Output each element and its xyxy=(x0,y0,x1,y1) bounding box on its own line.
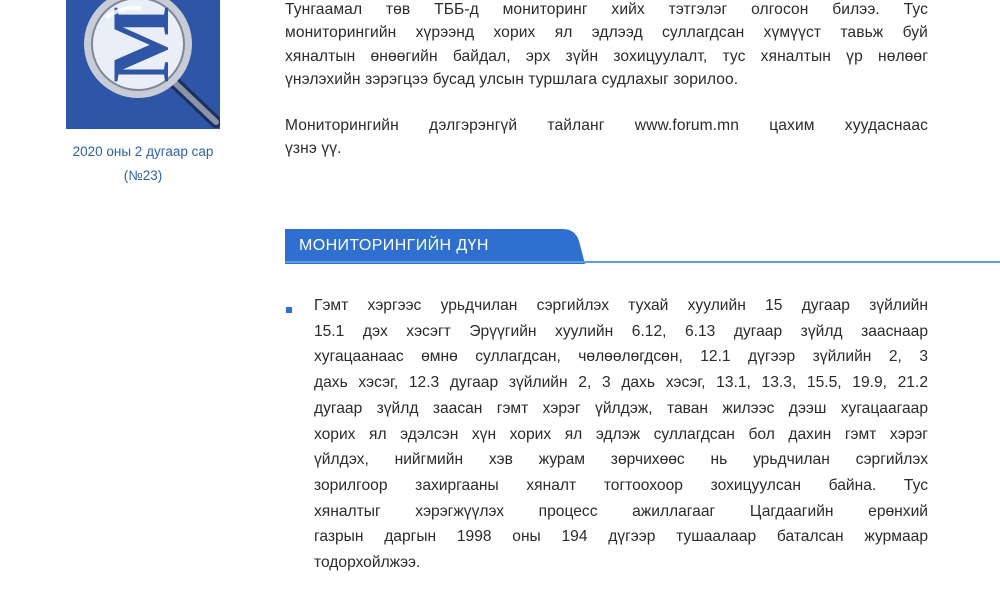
text-line: мониторингийн хүрээнд хорих ял эдлээд суллагдсан хүмүүст тавьж буй xyxy=(285,24,928,42)
text-line: үзнэ үү. xyxy=(285,140,342,158)
text-line: хяналтыг хэрэгжүүлэх процесс ажиллагааг Цагдаагийн ерөнхий xyxy=(314,502,928,520)
text-line: зорилгоор захиргааны хяналт тогтоохоор зохицуулсан байна. Тус xyxy=(314,476,928,494)
text-line: хорих ял эдэлсэн хүн хорих ял эдлэж суллагдсан бол дахин гэмт хэрэг xyxy=(314,425,928,443)
text-line: үнэлэхийн зэрэгцээ бусад улсын туршлага судлахыг зорилоо. xyxy=(285,71,739,89)
issue-number: (№23) xyxy=(123,168,163,183)
text-line: хугацаанаас өмнө суллагдсан, чөлөөлөгдсөн, 12.1 дүгээр зүйлийн 2, 3 xyxy=(314,348,928,366)
section-title: МОНИТОРИНГИЙН ДҮН xyxy=(299,237,489,254)
magnifier-icon xyxy=(66,0,220,129)
text-line: Мониторингийн дэлгэрэнгүй тайланг www.forum.mn цахим хуудаснаас xyxy=(285,117,928,134)
text-line: хяналтын өнөөгийн байдал, эрх зүйн зохицуулалт, тус хяналтын үр нөлөөг xyxy=(285,47,928,65)
svg-text:M: M xyxy=(95,5,186,83)
text-line: дугаар зүйлд заасан гэмт хэрэг үйлдэж, таван жилээс дээш хугацаагаар xyxy=(314,399,928,417)
text-line: дахь хэсэг, 12.3 дугаар зүйлийн 2, 3 дахь хэсэг, 13.1, 13.3, 15.5, 19.9, 21.2 xyxy=(314,374,928,392)
intro-paragraph xyxy=(285,0,928,92)
issue-date: 2020 оны 2 дугаар сар xyxy=(72,144,214,159)
text-line: газрын даргын 1998 оны 194 дүгээр тушаалаар баталсан журмаар xyxy=(314,528,928,546)
text-line: 15.1 дэх хэсэгт Эрүүгийн хуулийн 6.12, 6.13 дугаар зүйлд зааснаар xyxy=(314,322,928,340)
bullet-square-icon xyxy=(286,307,292,313)
section-header xyxy=(285,229,585,264)
monitoring-logo xyxy=(66,0,220,129)
text-line: тодорхойлжээ. xyxy=(314,554,421,572)
text-line: үйлдэх, нийгмийн хэв журам зөрчихөөс нь урьдчилан сэргийлэх xyxy=(314,451,928,469)
section-divider xyxy=(285,261,1000,263)
text-line: Гэмт хэргээс урьдчилан сэргийлэх тухай хуулийн 15 дугаар зүйлийн xyxy=(314,297,928,314)
report-link-paragraph xyxy=(285,114,928,161)
bullet-paragraph xyxy=(314,293,928,576)
text-line: Тунгаамал төв ТББ-д мониторинг хийх тэтгэлэг олгосон билээ. Тус xyxy=(285,1,928,18)
